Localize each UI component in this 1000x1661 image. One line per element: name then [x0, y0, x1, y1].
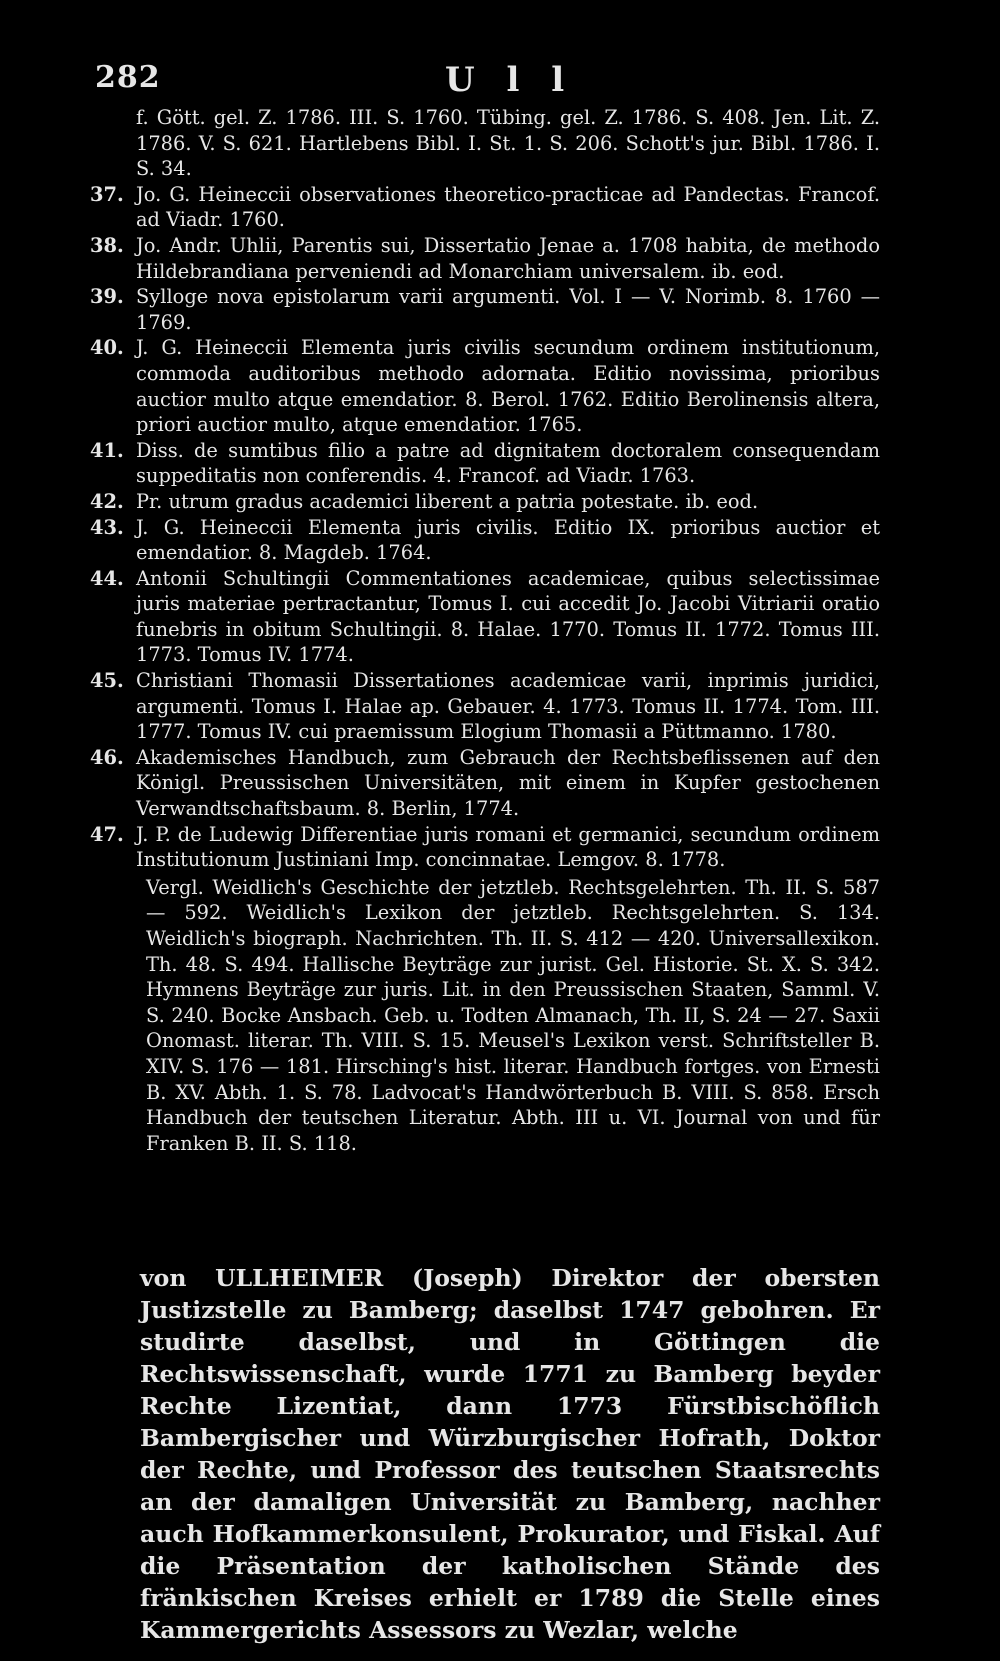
biography-text: von ULLHEIMER (Joseph) Direktor der obersten Justizstelle zu Bamberg; daselbst 1747 gebohren. Er studirte daselbst, und in Göttingen die Rechtswissenschaft, wurde 1771 zu Bamberg beyder Rechte Lizentiat, dann 1773 Fürstbischöflich Bambergischer und Würzburgischer Hofrath, Doktor der Rechte, und Professor des teutschen Staatsrechts an der damaligen Universität zu Bamberg, nachher auch Hofkammerkonsulent, Prokurator, und Fiskal. Auf die Präsentation der katholischen Stände des fränkischen Kreises erhielt er 1789 die Stelle eines Kammergerichts Assessors zu Wezlar, welche — [140, 1264, 880, 1644]
bibliography-entry — [90, 335, 880, 437]
bibliography-entry — [90, 182, 880, 233]
entry-number: 41. — [90, 438, 124, 462]
entry-number: 46. — [90, 745, 124, 769]
running-head: U l l — [445, 60, 575, 100]
entry-text: J. G. Heineccii Elementa juris civilis secundum ordinem institutionum, commoda auditoribus methodo adornata. Editio novissima, prioribus auctior multo atque emendatior. 8. Berol. 1762. Editio Berolinensis altera, priori auctior multo, atque emendatior. 1765. — [136, 336, 880, 437]
entry-number: 39. — [90, 285, 124, 309]
page-number: 282 — [95, 60, 161, 95]
entry-text: Christiani Thomasii Dissertationes academicae varii, inprimis juridici, argumenti. Tomus I. Halae ap. Gebauer. 4. 1773. Tomus II. 1774. Tom. III. 1777. Tomus IV. cui praemissum Elogium Thomasii a Püttmanno. 1780. — [136, 669, 880, 744]
references-block — [90, 875, 880, 1157]
biography-entry — [80, 1262, 880, 1646]
bibliography-continuation: f. Gött. gel. Z. 1786. III. S. 1760. Tübing. gel. Z. 1786. S. 408. Jen. Lit. Z. 1786. V. S. 621. Hartlebens Bibl. I. St. 1. S. 206. Schott's jur. Bibl. 1786. I. S. 34. — [136, 106, 880, 181]
entry-text: J. P. de Ludewig Differentiae juris romani et germanici, secundum ordinem Institutionum Justiniani Imp. concinnatae. Lemgov. 8. 1778. — [136, 822, 880, 872]
entry-text: Jo. G. Heineccii observationes theoretico-practicae ad Pandectas. Francof. ad Viadr. 1760. — [136, 182, 880, 232]
bibliography-entry — [90, 489, 880, 515]
entry-text: Diss. de sumtibus filio a patre ad dignitatem doctoralem consequendam suppeditatis non conferendis. 4. Francof. ad Viadr. 1763. — [136, 438, 880, 488]
bibliography-entry — [90, 745, 880, 822]
bibliography-entry — [90, 284, 880, 335]
bibliography-entry — [90, 515, 880, 566]
bibliography-entry — [90, 438, 880, 489]
bibliography-entry — [90, 822, 880, 873]
entry-text: Akademisches Handbuch, zum Gebrauch der Rechtsbeflissenen auf den Königl. Preussischen Universitäten, mit einem in Kupfer gestochenen Verwandtschaftsbaum. 8. Berlin, 1774. — [136, 745, 880, 821]
bibliography-entry — [90, 566, 880, 668]
bibliography-entry — [90, 668, 880, 745]
entry-number: 45. — [90, 669, 124, 693]
references-text: Vergl. Weidlich's Geschichte der jetztleb. Rechtsgelehrten. Th. II. S. 587 — 592. Weidlich's Lexikon der jetztleb. Rechtsgelehrten. S. 134. Weidlich's biograph. Nachrichten. Th. II. S. 412 — 420. Universallexikon. Th. 48. S. 494. Hallische Beyträge zur jurist. Gel. Historie. St. X. S. 342. Hymnens Beyträge zur juris. Lit. in den Preussischen Staaten, Samml. V. S. 240. Bocke Ansbach. Geb. u. Todten Almanach, Th. II, S. 24 — 27. Saxii Onomast. literar. Th. VIII. S. 15. Meusel's Lexikon verst. Schriftsteller B. XIV. S. 176 — 181. Hirsching's hist. literar. Handbuch fortges. von Ernesti B. XV. Abth. 1. S. 78. Ladvocat's Handwörterbuch B. VIII. S. 858. Ersch Handbuch der teutschen Literatur. Abth. III u. VI. Journal von und für Franken B. II. S. 118. — [146, 875, 880, 1155]
entry-number: 37. — [90, 182, 124, 206]
entry-text: J. G. Heineccii Elementa juris civilis. Editio IX. prioribus auctior et emendatior. 8. Magdeb. 1764. — [136, 515, 880, 565]
entry-number: 43. — [90, 515, 124, 539]
page-header — [95, 60, 875, 100]
entry-number: 47. — [90, 822, 124, 846]
entry-number: 40. — [90, 336, 124, 360]
entry-text: Jo. Andr. Uhlii, Parentis sui, Dissertatio Jenae a. 1708 habita, de methodo Hildebrandiana perveniendi ad Monarchiam universalem. ib. eod. — [136, 233, 880, 283]
entry-text: Antonii Schultingii Commentationes academicae, quibus selectissimae juris materiae pertractantur, Tomus I. cui accedit Jo. Jacobi Vitriarii oratio funebris in obitum Schultingii. 8. Halae. 1770. Tomus II. 1772. Tomus III. 1773. Tomus IV. 1774. — [136, 566, 880, 667]
entry-text: Sylloge nova epistolarum varii argumenti. Vol. I — V. Norimb. 8. 1760 — 1769. — [136, 285, 880, 334]
entry-number: 44. — [90, 566, 124, 590]
bibliography-entry — [90, 233, 880, 284]
entry-number: 38. — [90, 233, 124, 257]
bibliography-list — [90, 105, 880, 1156]
entry-number: 42. — [90, 489, 124, 513]
entry-text: Pr. utrum gradus academici liberent a patria potestate. ib. eod. — [136, 489, 759, 513]
